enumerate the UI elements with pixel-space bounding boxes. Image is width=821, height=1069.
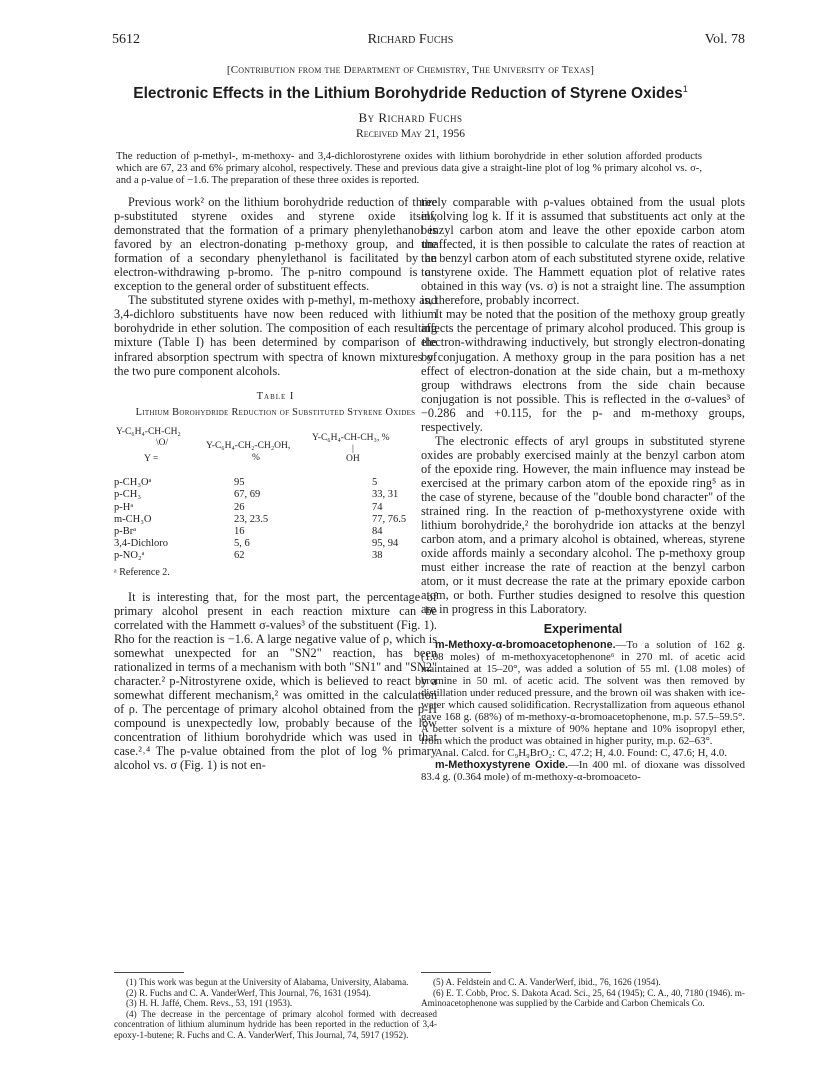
- contribution-line: [Contribution from the Department of Chemistry, The University of Texas]: [226, 64, 595, 76]
- substituent-cell: p-NO₂ᵃ: [114, 550, 145, 562]
- experimental-paragraph: [421, 640, 745, 748]
- compound-name: m-Methoxystyrene Oxide.: [435, 758, 569, 771]
- table-label: Table I: [256, 390, 295, 402]
- secondary-alcohol-cell: 38: [372, 550, 383, 562]
- running-author: Richard Fuchs: [367, 32, 454, 47]
- table-row: [114, 502, 437, 514]
- secondary-alcohol-cell: 33, 31: [372, 489, 399, 501]
- page-number: 5612: [112, 32, 140, 47]
- secondary-alcohol-cell: 5: [372, 477, 378, 489]
- paragraph: It is interesting that, for the most part, the percentage of primary alcohol present in each reaction mixture can be correlated with the Hammett σ-values³ of the substituent (Fig. 1). Rho for the reaction is −1.6. A large negative value of ρ, which is somewhat unexpected for an "SN2" reaction, has been rationalized in terms of a mechanism with both "SN1" and "SN2" character.² p-Nitrostyrene oxide, which is believed to react by a somewhat different mechanism,² was omitted in the calculation of ρ. The percentage of primary alcohol obtained from the p-H compound is unexpectedly low, probably because of the low concentration of lithium borohydride which was used in that case.²˒⁴ The p-value obtained from the plot of log % primary alcohol vs. σ (Fig. 1) is not en-: [114, 589, 437, 773]
- primary-alcohol-cell: 67, 69: [234, 489, 261, 501]
- paragraph: Previous work² on the lithium borohydride reduction of three p-substituted styrene oxides and styrene oxide itself, demonstrated that the formation of a primary phenylethanol is favored by an electron-donating p-methoxy group, and the formation of a secondary phenylethanol is facilitated by an electron-withdrawing p-bromo. The p-nitro compound is an exception to the general order of substituent effects.: [114, 195, 437, 294]
- secondary-alcohol-cell: 77, 76.5: [372, 513, 407, 525]
- footnote: (2) R. Fuchs and C. A. VanderWerf, This Journal, 76, 1631 (1954).: [126, 987, 371, 998]
- substituent-cell: m-CH₃O: [114, 513, 152, 525]
- table-row: [114, 526, 437, 538]
- table-row: [114, 477, 437, 489]
- table-caption: Lithium Borohydride Reduction of Substituted Styrene Oxides: [135, 406, 416, 418]
- procedure-text: —To a solution of 162 g. (1.08 moles) of m-methoxyacetophenone⁶ in 270 ml. of acetic acid maintained at 15–20°, was added a solution of 55 ml. (1.08 moles) of bromine in 50 ml. of acetic acid. The solvent was then removed by distillation under reduced pressure, and the brown oil was shaken with ice-water which caused solidification. Recrystallization from aqueous ethanol gave 168 g. (68%) of m-methoxy-α-bromoacetophenone, m.p. 57.5–59.5°. A better solvent is a mixture of 90% heptane and 10% isopropyl ether, from which the product was obtained in higher purity, m.p. 62–63°.: [421, 639, 745, 748]
- section-heading-experimental: Experimental: [543, 622, 623, 637]
- footnote-rule: [421, 972, 491, 973]
- table-header-secondary: Y-C₆H₄-CH-CH₃, %: [312, 433, 390, 444]
- left-column: [114, 195, 437, 772]
- table-row: [114, 489, 437, 501]
- primary-alcohol-cell: 95: [234, 477, 245, 489]
- compound-name: m-Methoxy-α-bromoacetophenone.: [435, 639, 616, 652]
- table-header-primary: Y-C₆H₄-CH₂-CH₂OH,: [206, 441, 291, 452]
- substituent-cell: p-Hᵃ: [114, 501, 134, 513]
- substituent-cell: p-CH₃Oᵃ: [114, 477, 152, 489]
- results-table-body: [114, 477, 437, 562]
- paragraph: It may be noted that the position of the methoxy group greatly affects the percentage of primary alcohol produced. This group is electron-withdrawing inductively, but strongly electron-donating by conjugation. A methoxy group in the para position has a net effect of electron-donation at the side chain, but a m-methoxy group withdraws electrons from the side chain because conjugation is not possible. This is reflected in the σ-values³ of −0.286 and +0.115, for the p- and m-methoxy groups, respectively.: [421, 307, 745, 434]
- table-header: [114, 425, 437, 477]
- table-header-formula: Y-C₆H₄-CH-CH₂: [116, 427, 181, 438]
- secondary-alcohol-cell: 74: [372, 501, 383, 513]
- table-row: [114, 538, 437, 550]
- right-column: [421, 195, 745, 784]
- footnote: (3) H. H. Jaffé, Chem. Revs., 53, 191 (1953).: [126, 998, 293, 1009]
- footnote: (1) This work was begun at the University of Alabama, University, Alabama.: [126, 977, 409, 987]
- results-table: [114, 477, 437, 562]
- substituent-cell: p-Brᵃ: [114, 525, 137, 537]
- volume-number: Vol. 78: [704, 32, 745, 47]
- primary-alcohol-cell: 62: [234, 550, 245, 562]
- footnotes-left: [114, 966, 437, 1041]
- paragraph: The electronic effects of aryl groups in substituted styrene oxides are probably exercised mainly at the benzyl carbon atom of the epoxide ring. However, the main influence may instead be exercised at the primary carbon atom of the epoxide ring⁵ as in the case of styrene, because of the "double bond character" of the strained ring. In the reaction of p-methoxystyrene oxide with lithium borohydride,² the borohydride ion attacks at the benzyl carbon atom, and a primary alcohol is obtained, whereas, styrene oxide affords mainly a secondary alcohol. The p-methoxy group must either increase the rate of reaction at the benzyl carbon atom, or it must decrease the rate at the primary epoxide carbon atom, or both. Further studies designed to resolve this question are in progress in this Laboratory.: [421, 433, 745, 617]
- footnote-rule: [114, 972, 184, 973]
- substituent-cell: p-CH₃: [114, 489, 141, 501]
- procedure-text: —In 400 ml. of dioxane was dissolved 83.4 g. (0.364 mole) of m-methoxy-α-bromoaceto-: [421, 758, 746, 783]
- primary-alcohol-cell: 23, 23.5: [234, 513, 269, 525]
- analysis-paragraph: Anal. Calcd. for C₉H₉BrO₂: C, 47.2; H, 4.0. Found: C, 47.6; H, 4.0.: [435, 747, 728, 760]
- primary-alcohol-cell: 5, 6: [234, 538, 250, 550]
- footnote: (6) E. T. Cobb, Proc. S. Dakota Acad. Sci., 25, 64 (1945); C. A., 40, 7180 (1946). m-Aminoacetophenone was supplied by the Carbide and Carbon Chemicals Co.: [421, 987, 745, 1009]
- table-row: [114, 514, 437, 526]
- footnotes-right: [421, 966, 745, 1009]
- table-header-arrow: |: [352, 444, 354, 455]
- table-header-oh: OH: [346, 454, 360, 465]
- footnote: (5) A. Feldstein and C. A. VanderWerf, ibid., 76, 1626 (1954).: [433, 977, 661, 987]
- article-title: [0, 84, 821, 103]
- table-header-epoxide: \O/: [156, 438, 169, 449]
- footnote: (4) The decrease in the percentage of primary alcohol formed with decreased concentration of lithium aluminum hydride has been reported in the reduction of 3,4-epoxy-1-butene; R. Fuchs and C. A. VanderWerf, This Journal, 74, 5917 (1952).: [114, 1008, 437, 1040]
- table-footnote: ᵃ Reference 2.: [114, 566, 170, 578]
- paragraph: tirely comparable with ρ-values obtained from the usual plots involving log k. If it is assumed that substituents act only at the benzyl carbon atom and leave the other epoxide carbon atom unaffected, it is then possible to calculate the rates of reaction at the benzyl carbon atom of each substituted styrene oxide, relative to styrene oxide. The Hammett equation plot of relative rates obtained in this way (vs. σ) is not a straight line. The assumption is, therefore, probably incorrect.: [421, 195, 745, 308]
- experimental-paragraph: [421, 760, 745, 784]
- substituent-cell: 3,4-Dichloro: [114, 538, 168, 550]
- article-title-text: Electronic Effects in the Lithium Borohydride Reduction of Styrene Oxides: [133, 85, 683, 103]
- title-footnote-marker: 1: [682, 84, 688, 94]
- primary-alcohol-cell: 16: [234, 525, 245, 537]
- table-row: [114, 550, 437, 562]
- table-header-primary-unit: %: [252, 453, 260, 464]
- table-header-y: Y =: [144, 454, 159, 465]
- byline: By Richard Fuchs: [358, 110, 463, 125]
- received-date: Received May 21, 1956: [356, 128, 465, 140]
- secondary-alcohol-cell: 95, 94: [372, 538, 399, 550]
- secondary-alcohol-cell: 84: [372, 525, 383, 537]
- abstract: The reduction of p-methyl-, m-methoxy- and 3,4-dichlorostyrene oxides with lithium borohydride in ether solution afforded products which are 67, 23 and 6% primary alcohol, respectively. These and previous data give a straight-line plot of log % primary alcohol vs. σ-, and a ρ-value of −1.6. The preparation of these three oxides is reported.: [116, 151, 702, 186]
- primary-alcohol-cell: 26: [234, 501, 245, 513]
- paragraph: The substituted styrene oxides with p-methyl, m-methoxy and 3,4-dichloro substituents have now been reduced with lithium borohydride in ether solution. The composition of each resulting mixture (Table I) has been determined by comparison of the infrared absorption spectrum with spectra of known mixtures of the two pure component alcohols.: [114, 293, 437, 378]
